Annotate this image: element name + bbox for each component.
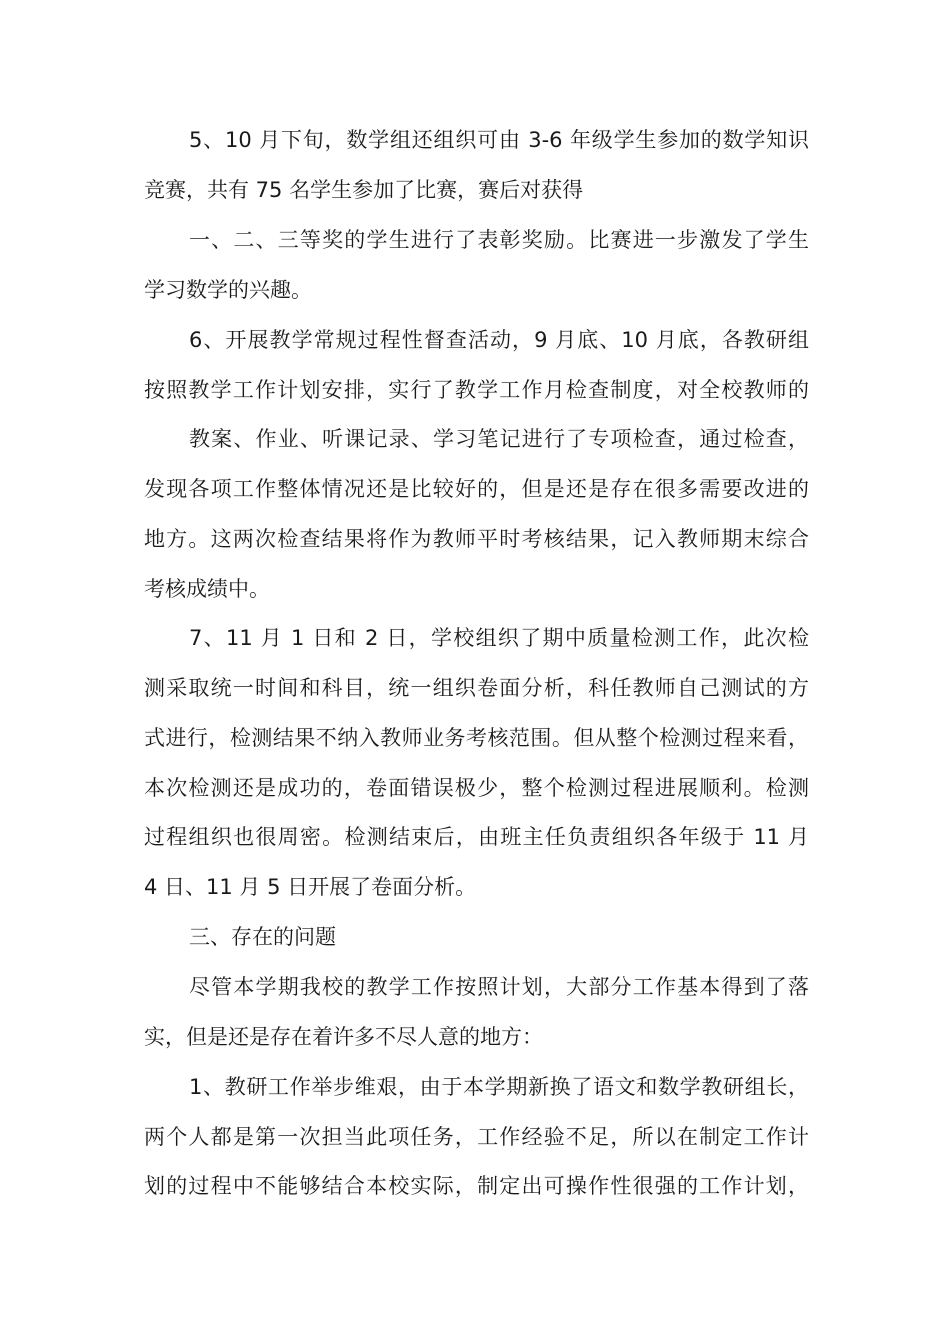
text-line: 式进行，检测结果不纳入教师业务考核范围。但从整个检测过程来看， <box>144 726 809 750</box>
text-line: 按照教学工作计划安排，实行了教学工作月检查制度，对全校教师的 <box>144 378 809 402</box>
text-line: 一、二、三等奖的学生进行了表彰奖励。比赛进一步激发了学生 <box>189 228 809 252</box>
text-line: 过程组织也很周密。检测结束后，由班主任负责组织各年级于 11 月 <box>144 825 809 849</box>
section-heading: 三、存在的问题 <box>189 925 336 949</box>
text-line: 尽管本学期我校的教学工作按照计划，大部分工作基本得到了落 <box>189 975 809 999</box>
text-line: 1、教研工作举步维艰，由于本学期新换了语文和数学教研组长， <box>189 1075 809 1099</box>
text-line: 划的过程中不能够结合本校实际，制定出可操作性很强的工作计划， <box>144 1174 809 1198</box>
text-line: 教案、作业、听课记录、学习笔记进行了专项检查，通过检查， <box>189 427 809 451</box>
text-line: 地方。这两次检查结果将作为教师平时考核结果，记入教师期末综合 <box>144 527 809 551</box>
text-line: 7、11 月 1 日和 2 日，学校组织了期中质量检测工作，此次检 <box>189 626 809 650</box>
text-line: 实，但是还是存在着许多不尽人意的地方： <box>144 1025 543 1049</box>
text-line: 考核成绩中。 <box>144 577 270 601</box>
text-line: 6、开展教学常规过程性督查活动，9 月底、10 月底，各教研组 <box>189 328 809 352</box>
text-line: 学习数学的兴趣。 <box>144 278 312 302</box>
text-line: 两个人都是第一次担当此项任务，工作经验不足，所以在制定工作计 <box>144 1125 809 1149</box>
text-line: 发现各项工作整体情况还是比较好的，但是还是存在很多需要改进的 <box>144 477 809 501</box>
text-line: 4 日、11 月 5 日开展了卷面分析。 <box>144 875 477 899</box>
text-line: 5、10 月下旬，数学组还组织可由 3-6 年级学生参加的数学知识 <box>189 128 809 152</box>
text-line: 测采取统一时间和科目，统一组织卷面分析，科任教师自己测试的方 <box>144 676 809 700</box>
text-line: 竞赛，共有 75 名学生参加了比赛，赛后对获得 <box>144 178 584 202</box>
text-line: 本次检测还是成功的，卷面错误极少，整个检测过程进展顺利。检测 <box>144 776 809 800</box>
